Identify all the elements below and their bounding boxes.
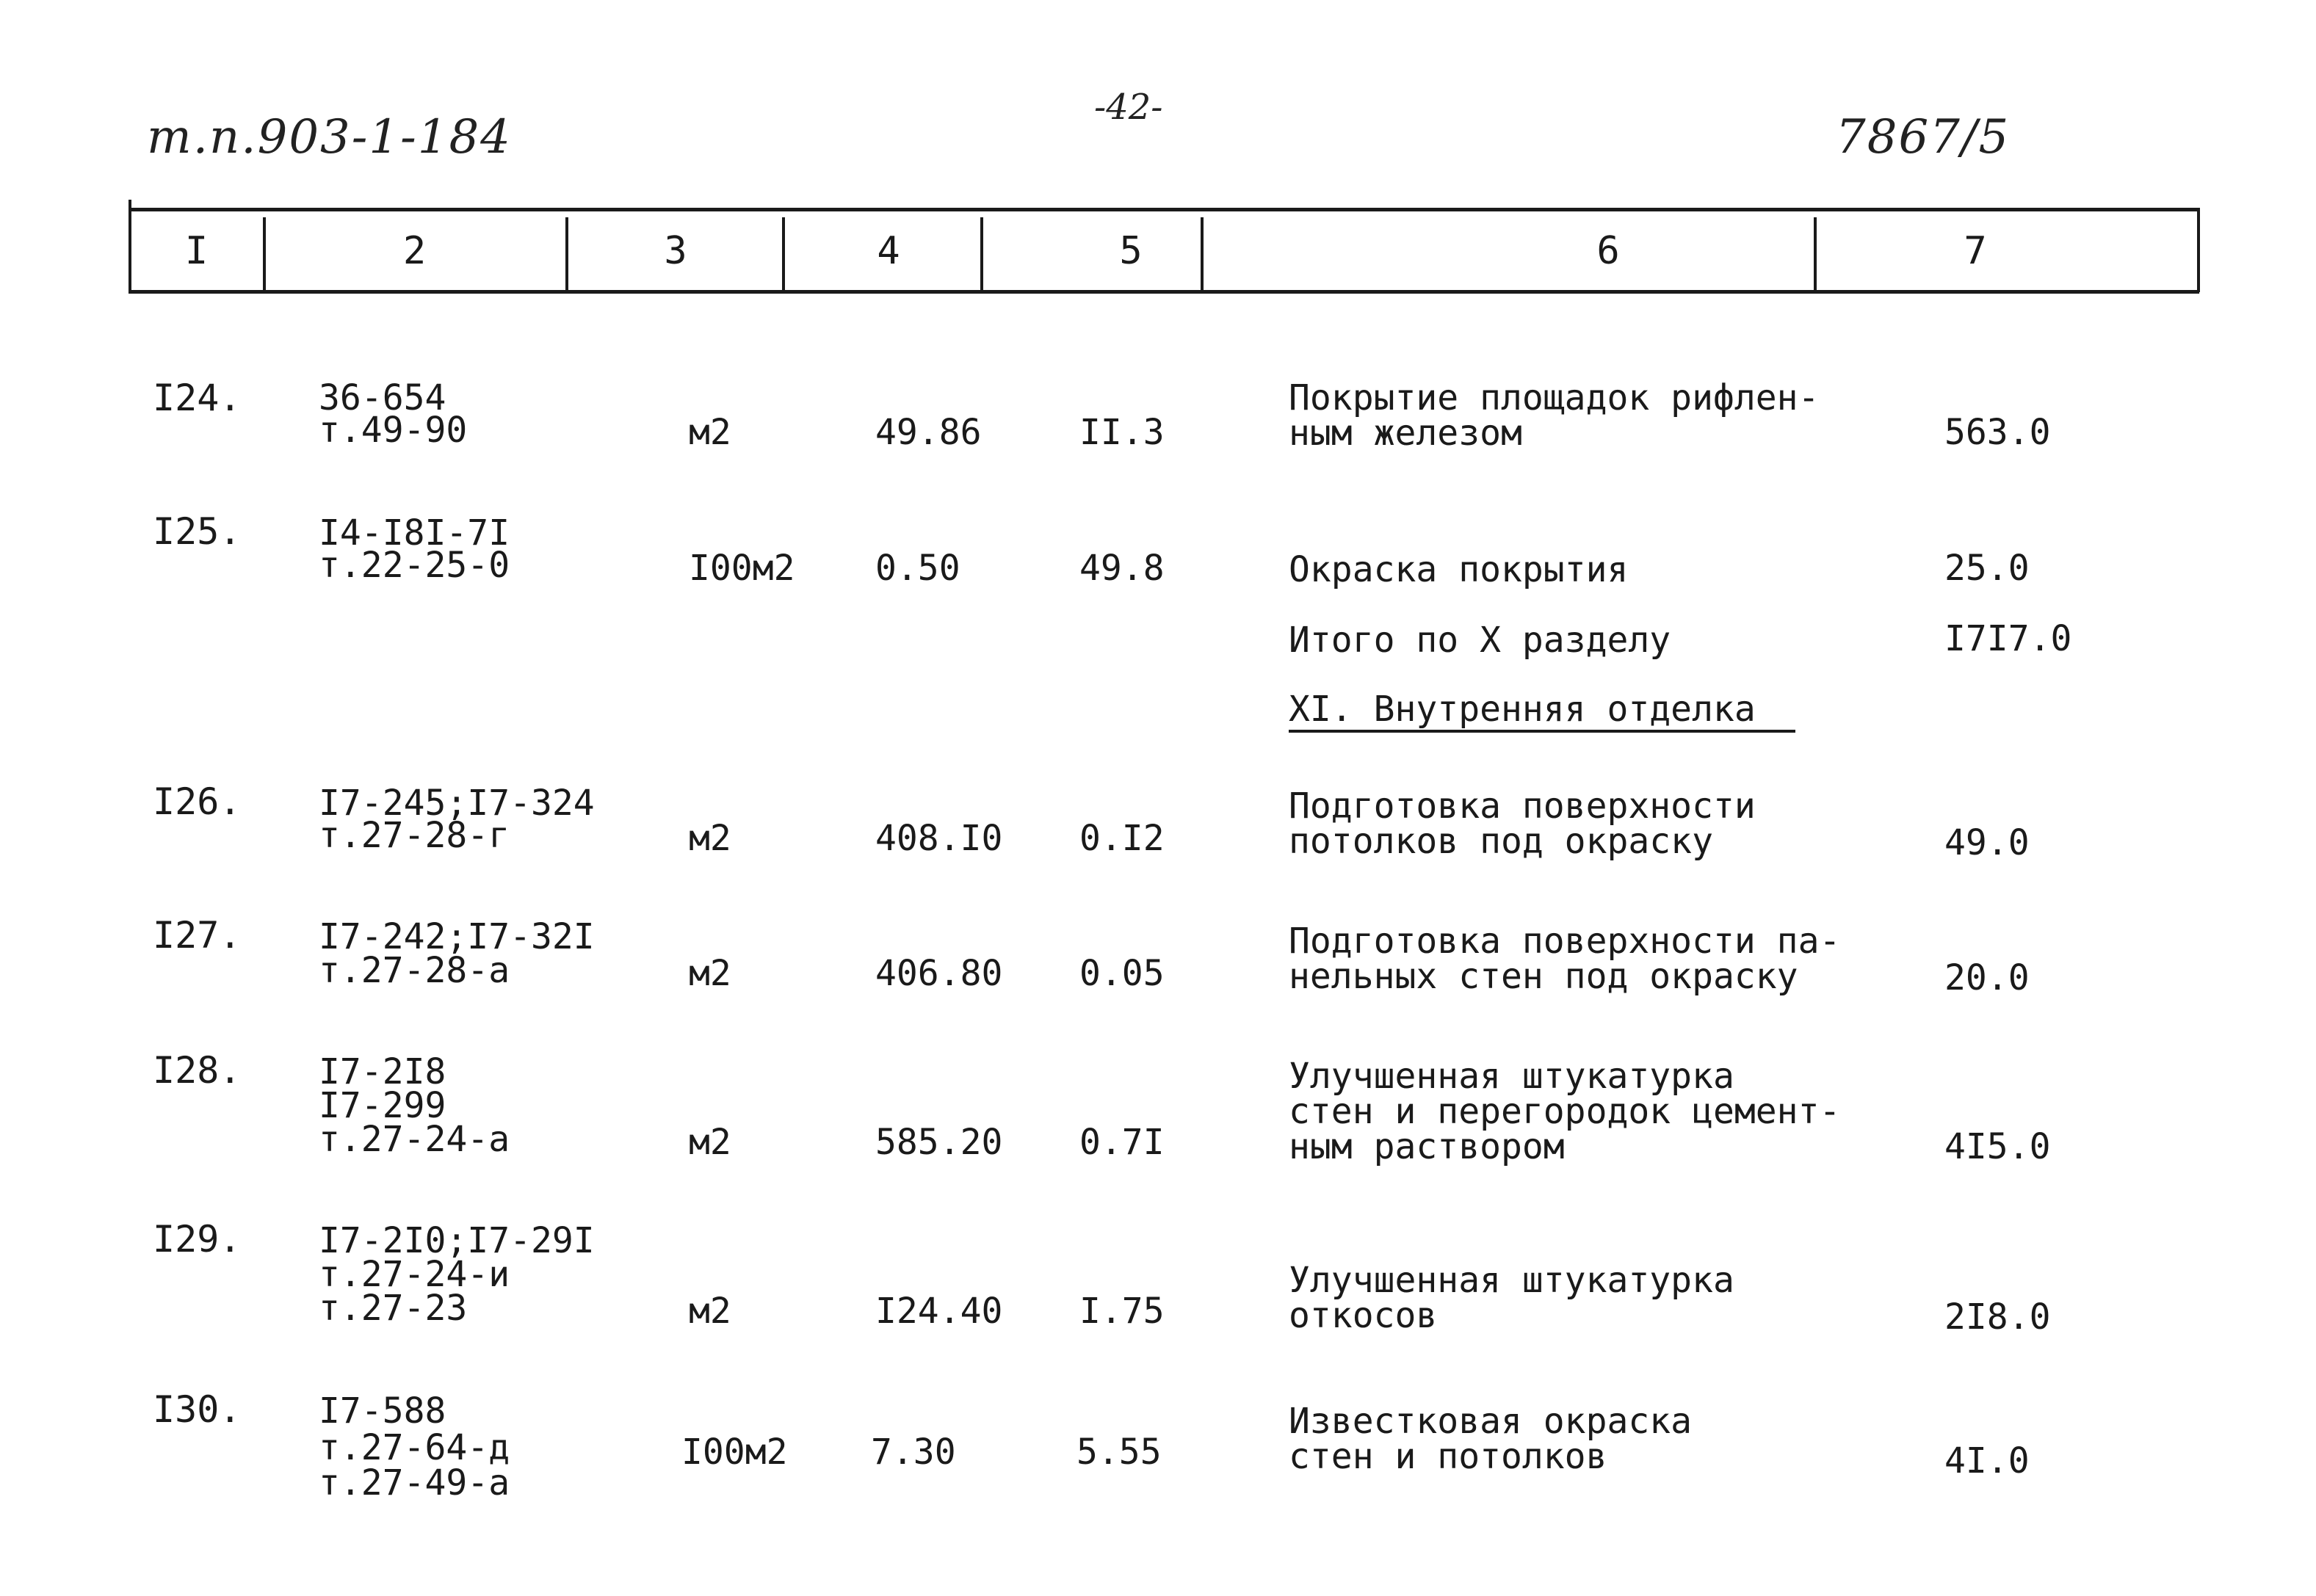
total: 20.0	[1944, 957, 2030, 998]
table-header-rule	[129, 290, 2199, 294]
column-header-7: 7	[1964, 229, 1987, 273]
page-number: -42-	[1094, 87, 1163, 128]
description-line: Известковая окраска	[1289, 1401, 1693, 1442]
unit: м2	[689, 953, 731, 994]
document-code: т.п.903-1-184	[147, 110, 512, 164]
unit: м2	[689, 1122, 731, 1163]
rate-code-line: I7-299	[319, 1085, 446, 1126]
column-header-1: I	[184, 229, 209, 273]
col-divider-5	[1201, 217, 1204, 291]
unit-price: II.3	[1079, 412, 1165, 453]
col-divider-6	[1814, 217, 1817, 291]
quantity: 0.50	[875, 548, 960, 589]
column-header-5: 5	[1119, 229, 1143, 273]
quantity: 7.30	[871, 1432, 956, 1473]
unit-price: I.75	[1079, 1291, 1165, 1332]
subtotal-label: Итого по X разделу	[1289, 620, 1671, 661]
unit: I00м2	[689, 548, 795, 589]
col-divider-7	[2197, 208, 2200, 292]
table-top-rule	[129, 208, 2199, 211]
unit-price: 49.8	[1079, 548, 1165, 589]
description-line: потолков под окраску	[1289, 821, 1713, 862]
col-divider-2	[565, 217, 568, 291]
unit: м2	[689, 412, 731, 453]
description-line: откосов	[1289, 1295, 1438, 1336]
unit: м2	[689, 818, 731, 859]
total: 4I5.0	[1944, 1126, 2051, 1167]
rate-code-line: 36-654	[319, 377, 446, 418]
description-line: Улучшенная штукатурка	[1289, 1260, 1734, 1301]
total: 25.0	[1944, 548, 2030, 589]
unit: I00м2	[681, 1432, 788, 1473]
col-divider-0	[129, 200, 131, 292]
row-number: I26.	[153, 780, 242, 823]
description-line: нельных стен под окраску	[1289, 956, 1798, 997]
quantity: 585.20	[875, 1122, 1003, 1163]
column-header-3: 3	[664, 229, 687, 273]
row-number: I28.	[153, 1049, 242, 1092]
document-number: 7867/5	[1836, 110, 2011, 164]
rate-code-line: I7-245;I7-324	[319, 783, 595, 824]
rate-code-line: т.27-23	[319, 1288, 468, 1329]
rate-code-line: т.27-64-д	[319, 1427, 510, 1468]
rate-code-line: т.22-25-0	[319, 545, 510, 586]
unit: м2	[689, 1291, 731, 1332]
rate-code-line: I7-2I8	[319, 1051, 446, 1092]
row-number: I25.	[153, 510, 242, 553]
quantity: 49.86	[875, 412, 982, 453]
description-line: ным раствором	[1289, 1126, 1565, 1167]
column-header-4: 4	[877, 229, 900, 273]
column-header-6: 6	[1596, 229, 1620, 273]
unit-price: 0.05	[1079, 953, 1165, 994]
total: 4I.0	[1944, 1440, 2030, 1481]
quantity: 408.I0	[875, 818, 1003, 859]
subtotal-value: I7I7.0	[1944, 618, 2072, 659]
section-title-underline	[1289, 730, 1795, 733]
unit-price: 0.7I	[1079, 1122, 1165, 1163]
rate-code-line: I7-2I0;I7-29I	[319, 1220, 595, 1261]
row-number: I27.	[153, 914, 242, 957]
rate-code-line: т.49-90	[319, 410, 468, 451]
description-line: стен и перегородок цемент-	[1289, 1091, 1841, 1132]
col-divider-3	[782, 217, 785, 291]
rate-code-line: т.27-49-а	[319, 1462, 510, 1503]
row-number: I29.	[153, 1218, 242, 1261]
unit-price: 0.I2	[1079, 818, 1165, 859]
description-line: ным железом	[1289, 413, 1522, 454]
rate-code-line: I4-I8I-7I	[319, 512, 510, 554]
rate-code-line: I7-588	[319, 1390, 446, 1432]
description-line: стен и потолков	[1289, 1436, 1607, 1477]
description-line: Окраска покрытия	[1289, 549, 1629, 590]
col-divider-4	[980, 217, 983, 291]
description-line: Улучшенная штукатурка	[1289, 1056, 1734, 1097]
rate-code-line: т.27-24-а	[319, 1119, 510, 1160]
unit-price: 5.55	[1076, 1432, 1162, 1473]
row-number: I30.	[153, 1388, 242, 1431]
description-line: Подготовка поверхности	[1289, 786, 1756, 827]
quantity: I24.40	[875, 1291, 1003, 1332]
section-title: XI. Внутренняя отделка	[1289, 689, 1756, 730]
rate-code-line: т.27-28-а	[319, 950, 510, 991]
quantity: 406.80	[875, 953, 1003, 994]
column-header-2: 2	[402, 229, 427, 273]
description-line: Покрытие площадок рифлен-	[1289, 377, 1820, 418]
rate-code-line: I7-242;I7-32I	[319, 916, 595, 957]
total: 49.0	[1944, 822, 2030, 863]
rate-code-line: т.27-28-г	[319, 815, 510, 856]
rate-code-line: т.27-24-и	[319, 1254, 510, 1295]
row-number: I24.	[153, 377, 242, 419]
total: 563.0	[1944, 412, 2051, 453]
description-line: Подготовка поверхности па-	[1289, 921, 1841, 962]
total: 2I8.0	[1944, 1296, 2051, 1338]
